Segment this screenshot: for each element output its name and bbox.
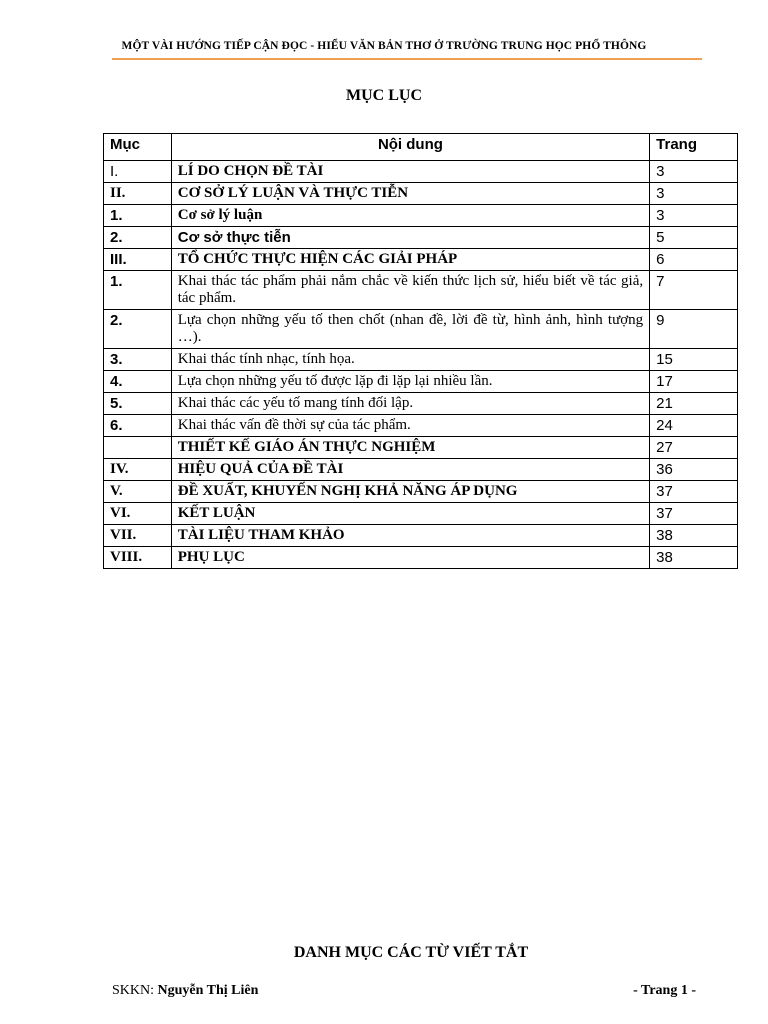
toc-row [104,371,738,393]
toc-row-page: 38 [650,547,738,569]
toc-row-title: Lựa chọn những yếu tố then chốt (nhan đề, lời đề từ, hình ảnh, hình tượng …). [171,310,649,349]
toc-row [104,503,738,525]
toc-row-page: 9 [650,310,738,349]
toc-row-number: VI. [104,503,172,525]
toc-row-title: Khai thác các yếu tố mang tính đối lập. [171,393,649,415]
toc-row [104,349,738,371]
toc-row-title: Khai thác tác phẩm phải nắm chắc về kiến thức lịch sử, hiểu biết về tác giả, tác phẩm. [171,271,649,310]
toc-row-number [104,437,172,459]
toc-row-page: 3 [650,205,738,227]
footer-author-name: Nguyễn Thị Liên [157,983,259,998]
footer-label: SKKN: [112,983,158,998]
toc-row-number: 4. [104,371,172,393]
toc-row-number: III. [104,249,172,271]
toc-row-title: TÀI LIỆU THAM KHẢO [171,525,649,547]
toc-row-page: 21 [650,393,738,415]
toc-row-number: 1. [104,205,172,227]
toc-row-number: 1. [104,271,172,310]
toc-table [103,133,738,569]
toc-row [104,249,738,271]
toc-row [104,227,738,249]
toc-row-title: Cơ sở lý luận [171,205,649,227]
toc-heading: MỤC LỤC [346,87,422,104]
footer-page-number: - Trang 1 - [633,983,696,998]
toc-row-number: 5. [104,393,172,415]
toc-row-page: 3 [650,161,738,183]
footer-author [112,983,258,999]
toc-row-number: 6. [104,415,172,437]
toc-row-number: IV. [104,459,172,481]
toc-row-number: 3. [104,349,172,371]
header-rule [112,58,702,60]
toc-row-title: Khai thác tính nhạc, tính họa. [171,349,649,371]
toc-row [104,437,738,459]
toc-row [104,183,738,205]
toc-body [104,161,738,569]
toc-row-number: VII. [104,525,172,547]
toc-row-title: LÍ DO CHỌN ĐỀ TÀI [171,161,649,183]
abbreviations-heading: DANH MỤC CÁC TỪ VIẾT TẮT [293,944,529,961]
toc-row-page: 37 [650,503,738,525]
toc-row-number: 2. [104,227,172,249]
running-header: MỘT VÀI HƯỚNG TIẾP CẬN ĐỌC - HIỂU VĂN BẢN THƠ Ở TRƯỜNG TRUNG HỌC PHỔ THÔNG [121,40,647,52]
toc-row-page: 27 [650,437,738,459]
toc-row [104,161,738,183]
toc-row-title: PHỤ LỤC [171,547,649,569]
toc-row-page: 24 [650,415,738,437]
toc-row-title: Cơ sở thực tiễn [171,227,649,249]
toc-row-page: 15 [650,349,738,371]
toc-row [104,547,738,569]
toc-row-title: Khai thác vấn đề thời sự của tác phẩm. [171,415,649,437]
toc-row-title: CƠ SỞ LÝ LUẬN VÀ THỰC TIỄN [171,183,649,205]
toc-row-page: 7 [650,271,738,310]
toc-row-page: 3 [650,183,738,205]
column-header-page: Trang [650,134,738,161]
toc-row-title: HIỆU QUẢ CỦA ĐỀ TÀI [171,459,649,481]
column-header-content: Nội dung [171,134,649,161]
column-header-muc: Mục [104,134,172,161]
toc-row-title: ĐỀ XUẤT, KHUYẾN NGHỊ KHẢ NĂNG ÁP DỤNG [171,481,649,503]
toc-row [104,393,738,415]
toc-row [104,415,738,437]
toc-row-number: V. [104,481,172,503]
toc-row-page: 36 [650,459,738,481]
toc-row-title: THIẾT KẾ GIÁO ÁN THỰC NGHIỆM [171,437,649,459]
toc-row-page: 38 [650,525,738,547]
toc-row [104,205,738,227]
toc-row-page: 17 [650,371,738,393]
toc-row-number: II. [104,183,172,205]
toc-row-title: Lựa chọn những yếu tố được lặp đi lặp lại nhiều lần. [171,371,649,393]
toc-row [104,310,738,349]
toc-row-title: TỔ CHỨC THỰC HIỆN CÁC GIẢI PHÁP [171,249,649,271]
toc-row-number: 2. [104,310,172,349]
toc-row-number: VIII. [104,547,172,569]
toc-row-page: 6 [650,249,738,271]
toc-row-number: I. [104,161,172,183]
toc-row-title: KẾT LUẬN [171,503,649,525]
toc-row [104,525,738,547]
toc-row [104,459,738,481]
toc-header-row [104,134,738,161]
toc-row [104,271,738,310]
toc-row-page: 37 [650,481,738,503]
toc-row-page: 5 [650,227,738,249]
toc-row [104,481,738,503]
